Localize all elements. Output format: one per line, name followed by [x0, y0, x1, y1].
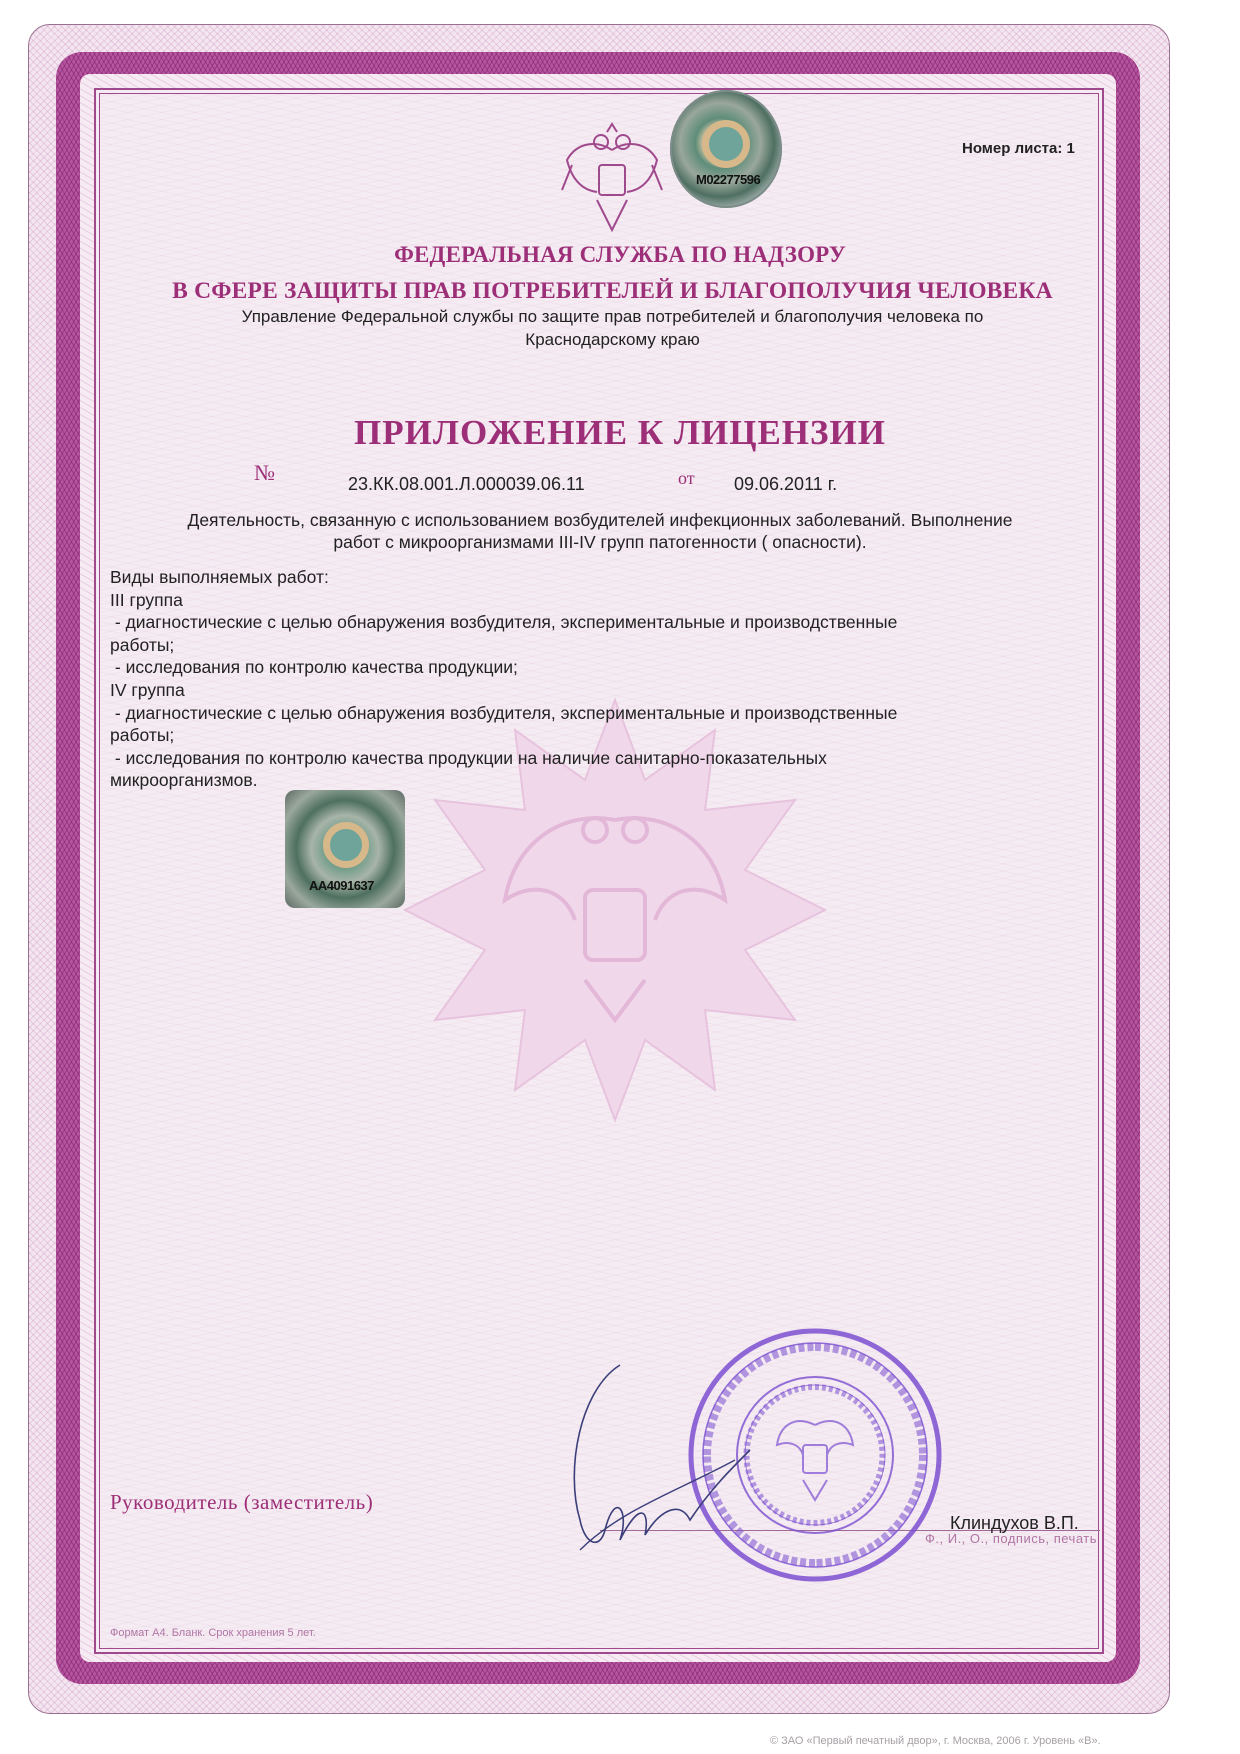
hologram-c-icon — [323, 822, 369, 868]
works-line: IV группа — [110, 679, 185, 700]
hologram-top-serial: M02277596 — [696, 172, 761, 187]
signer-name: Клиндухов В.П. — [950, 1513, 1079, 1533]
works-line: микроорганизмов. — [110, 770, 258, 791]
signature-caption: Ф., И., О., подпись, печать — [925, 1531, 1097, 1546]
document-title: ПРИЛОЖЕНИЕ К ЛИЦЕНЗИИ — [354, 413, 886, 452]
hologram-c-icon — [702, 120, 750, 168]
works-line: работы; — [110, 634, 175, 655]
license-number: 23.КК.08.001.Л.000039.06.11 — [348, 474, 585, 494]
sheet-number: Номер листа: 1 — [962, 140, 1075, 157]
hologram-bottom-serial: AA4091637 — [309, 878, 374, 893]
signer-role: Руководитель (заместитель) — [110, 1490, 374, 1514]
activity-line-1: Деятельность, связанную с использованием возбудителей инфекционных заболеваний. Выполнение — [187, 510, 1013, 530]
works-line: - диагностические с целью обнаружения возбудителя, экспериментальные и производственные — [110, 702, 898, 723]
handwritten-signature-icon — [560, 1360, 790, 1570]
hologram-seal-top — [670, 90, 782, 208]
activity-description — [110, 509, 1090, 553]
coat-of-arms-icon — [557, 120, 667, 235]
date-label: от — [678, 468, 695, 488]
works-line: - исследования по контролю качества продукции; — [110, 657, 518, 678]
printer-note: © ЗАО «Первый печатный двор», г. Москва, 2006 г. Уровень «В». — [770, 1735, 1101, 1747]
number-label: № — [254, 460, 275, 485]
works-line: Виды выполняемых работ: — [110, 567, 329, 587]
department-line-2: Краснодарскому краю — [525, 330, 700, 349]
form-note: Формат А4. Бланк. Срок хранения 5 лет. — [110, 1627, 316, 1639]
activity-line-2: работ с микроорганизмами III-IV групп патогенности ( опасности). — [333, 532, 867, 552]
agency-title-line-2: В СФЕРЕ ЗАЩИТЫ ПРАВ ПОТРЕБИТЕЛЕЙ И БЛАГОПОЛУЧИЯ ЧЕЛОВЕКА — [172, 278, 1053, 304]
works-line: III группа — [110, 589, 183, 610]
agency-title-line-1: ФЕДЕРАЛЬНАЯ СЛУЖБА ПО НАДЗОРУ — [394, 242, 846, 267]
works-line: - исследования по контролю качества продукции на наличие санитарно-показательных — [110, 747, 827, 768]
license-date: 09.06.2011 г. — [734, 474, 838, 494]
hologram-seal-bottom — [285, 790, 405, 908]
works-line: работы; — [110, 725, 175, 746]
works-list — [110, 566, 1090, 792]
works-line: - диагностические с целью обнаружения возбудителя, экспериментальные и производственные — [110, 612, 898, 633]
department-line-1: Управление Федеральной службы по защите прав потребителей и благополучия человека по — [241, 307, 984, 326]
